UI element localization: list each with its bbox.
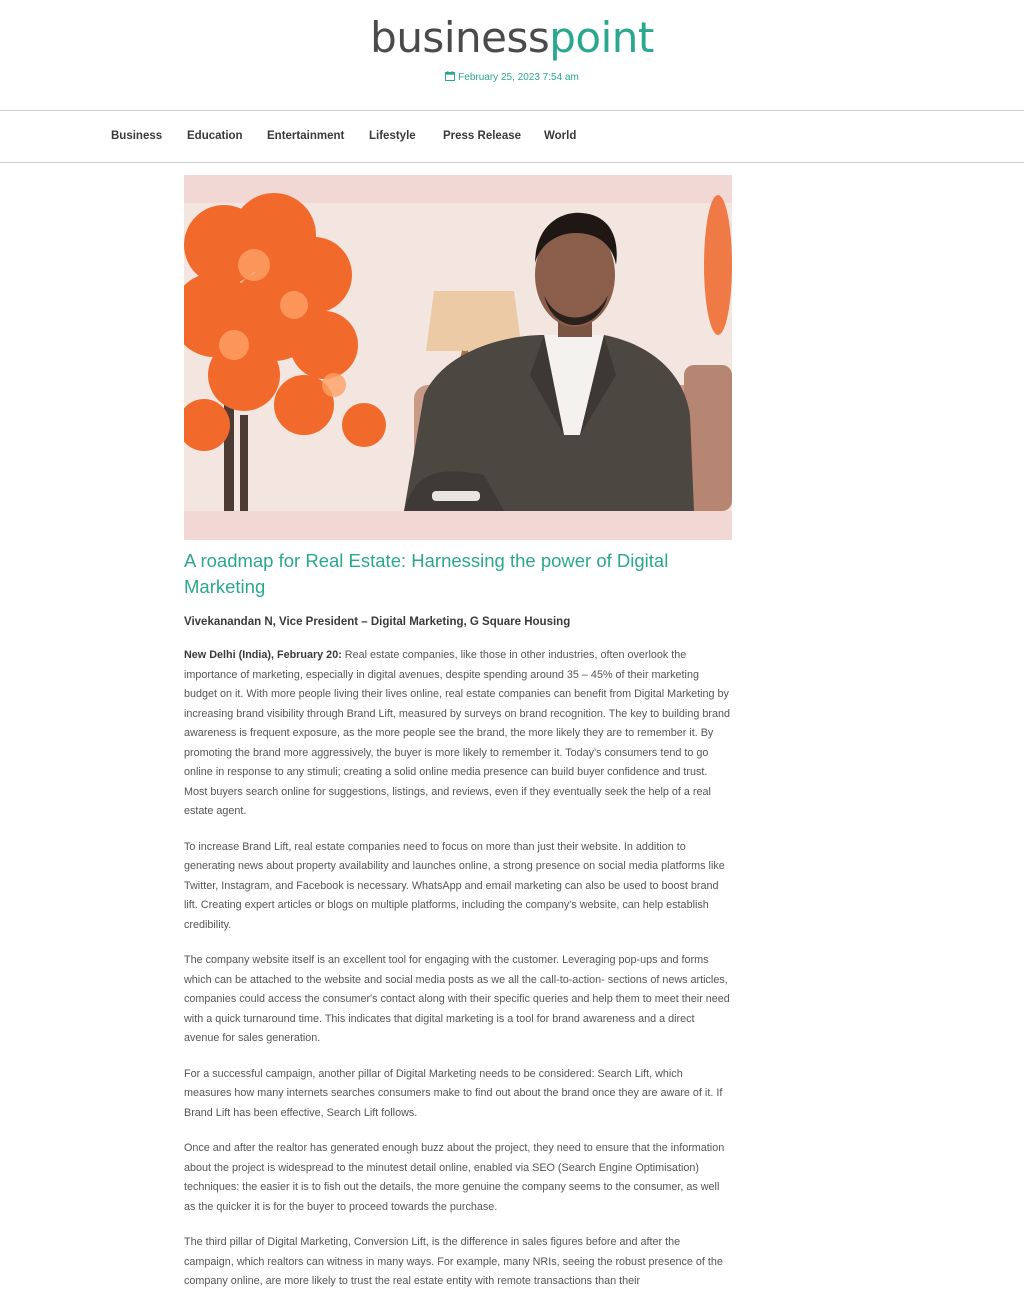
article-paragraph-4: For a successful campaign, another pillar of Digital Marketing needs to be considered: Search Lift, which measures how many internets searches consumers make to find out about the brand once they are aware of it. If Brand Lift has been effective, Search Lift follows. — [184, 1067, 723, 1119]
hero-photo-illustration — [184, 175, 732, 540]
nav-item-entertainment[interactable]: Entertainment — [267, 130, 345, 142]
article-paragraph-2: To increase Brand Lift, real estate companies need to focus on more than just their website. In addition to generating news about property availability and launches online, a strong presence on social media platforms like Twitter, Instagram, and Facebook is necessary. WhatsApp and email marketing can also be used to boost brand lift. Creating expert articles or blogs on multiple platforms, including the company's website, can help establish credibility. — [184, 840, 725, 931]
logo-text-business: business — [370, 13, 550, 62]
calendar-icon — [445, 71, 455, 84]
site-logo[interactable] — [0, 10, 1024, 66]
main-nav — [0, 111, 1024, 163]
nav-item-world[interactable]: World — [544, 130, 577, 142]
article-paragraph-3: The company website itself is an excellent tool for engaging with the customer. Leveraging pop-ups and forms which can be attached to the website and social media posts as we all the call-to-action- sections of news articles, companies could access the consumer's contact along with their specific queries and help them to meet their need with a quick turnaround time. This indicates that digital marketing is a tool for brand awareness and a direct avenue for sales generation. — [184, 954, 730, 1044]
article-paragraph-1 — [184, 646, 732, 822]
hero-image — [184, 175, 732, 540]
header-date — [0, 71, 1024, 84]
nav-item-business[interactable]: Business — [111, 130, 163, 142]
article-title[interactable]: A roadmap for Real Estate: Harnessing the power of Digital Marketing — [184, 550, 669, 597]
article-paragraph-5: Once and after the realtor has generated enough buzz about the project, they need to ensure that the information about the project is widespread to the minutest detail online, enabled via SEO (Search Engine Optimisation) techniques: the easier it is to fish out the details, the more genuine the company seems to the consumer, as well as the quicker it is for the buyer to proceed towards the purchase. — [184, 1142, 725, 1213]
nav-item-lifestyle[interactable]: Lifestyle — [369, 130, 416, 142]
header-date-text: February 25, 2023 7:54 am — [458, 72, 579, 83]
article-paragraph-6: The third pillar of Digital Marketing, Conversion Lift, is the difference in sales figures before and after the campaign, which realtors can witness in many ways. For example, many NRIs, seeing the robust presence of the company online, are more likely to trust the real estate entity with remote transactions than their — [184, 1236, 723, 1287]
logo-text-point: point — [549, 13, 654, 62]
nav-item-education[interactable]: Education — [187, 130, 243, 142]
article — [184, 548, 732, 1292]
article-dateline: New Delhi (India), February 20: — [184, 649, 342, 661]
article-author: Vivekanandan N, Vice President – Digital Marketing, G Square Housing — [184, 616, 571, 628]
article-paragraph-1-text: Real estate companies, like those in other industries, often overlook the importance of marketing, especially in digital avenues, despite spending around 35 – 45% of their marketing budget on it. With more people living their lives online, real estate companies can benefit from Digital Marketing by increasing brand visibility through Brand Lift, measured by surveys on brand recognition. The key to building brand awareness is frequent exposure, as the more people see the brand, the more likely they are to remember it. By promoting the brand more aggressively, the buyer is more likely to remember it. Today's consumers tend to go online in response to any stimuli; creating a solid online media presence can build buyer confidence and trust. Most buyers search online for suggestions, listings, and reviews, even if they eventually seek the help of a real estate agent. — [184, 649, 730, 817]
nav-item-press-release[interactable]: Press Release — [443, 130, 522, 142]
site-header — [0, 0, 1024, 111]
